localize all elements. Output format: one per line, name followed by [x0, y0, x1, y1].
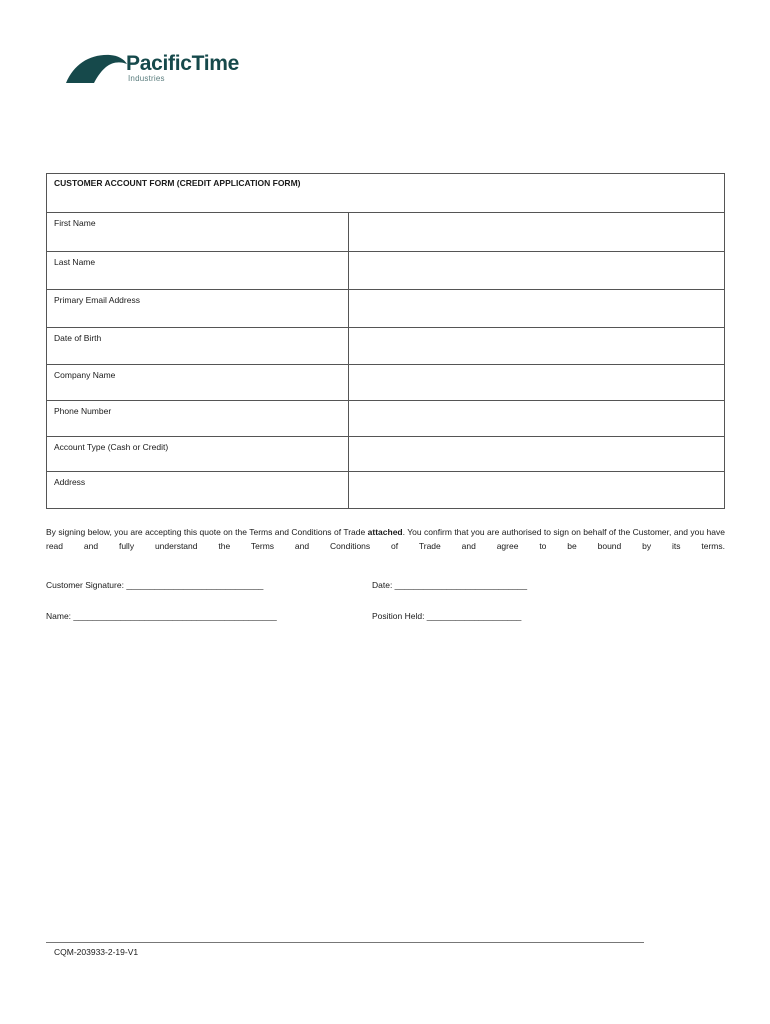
position-held-line[interactable]: Position Held: ____________________	[372, 611, 522, 621]
form-row-company-name	[47, 365, 724, 401]
form-row-last-name	[47, 252, 724, 290]
company-logo	[66, 50, 266, 90]
name-line[interactable]: Name: ___________________________________________	[46, 611, 277, 621]
document-code: CQM-203933-2-19-V1	[54, 947, 139, 957]
form-row-phone-number	[47, 401, 724, 437]
date-line[interactable]: Date: ____________________________	[372, 580, 528, 590]
form-title: CUSTOMER ACCOUNT FORM (CREDIT APPLICATION FORM)	[47, 174, 724, 213]
field-label: Primary Email Address	[47, 290, 349, 327]
customer-signature-line[interactable]: Customer Signature: _____________________________	[46, 580, 264, 590]
field-label: Last Name	[47, 252, 349, 289]
company-name-field[interactable]	[349, 365, 724, 400]
email-field[interactable]	[349, 290, 724, 327]
terms-text-bold: attached	[367, 527, 403, 537]
terms-text-start: By signing below, you are accepting this quote on the Terms and Conditions of Trade	[46, 527, 368, 537]
field-label: Date of Birth	[47, 328, 349, 364]
form-row-email	[47, 290, 724, 328]
terms-text-end: . You confirm that you are authorised to sign on behalf of the Customer, and you have read and fully understand the Terms and Conditions of Trade and agree to be bound by its terms.	[46, 527, 725, 551]
field-label: Account Type (Cash or Credit)	[47, 437, 349, 471]
address-field[interactable]	[349, 472, 724, 508]
form-row-address	[47, 472, 724, 508]
form-row-first-name	[47, 213, 724, 252]
footer-divider	[46, 942, 644, 943]
date-of-birth-field[interactable]	[349, 328, 724, 364]
customer-account-form	[46, 173, 725, 509]
last-name-field[interactable]	[349, 252, 724, 289]
phone-number-field[interactable]	[349, 401, 724, 436]
field-label: Company Name	[47, 365, 349, 400]
field-label: Address	[47, 472, 349, 508]
terms-paragraph	[46, 525, 725, 553]
form-row-account-type	[47, 437, 724, 472]
brand-name: PacificTime	[126, 52, 240, 75]
first-name-field[interactable]	[349, 213, 724, 251]
brand-subtitle: Industries	[128, 74, 165, 83]
account-type-field[interactable]	[349, 437, 724, 471]
form-row-date-of-birth	[47, 328, 724, 365]
field-label: Phone Number	[47, 401, 349, 436]
field-label: First Name	[47, 213, 349, 251]
wave-logo-icon	[66, 52, 128, 84]
